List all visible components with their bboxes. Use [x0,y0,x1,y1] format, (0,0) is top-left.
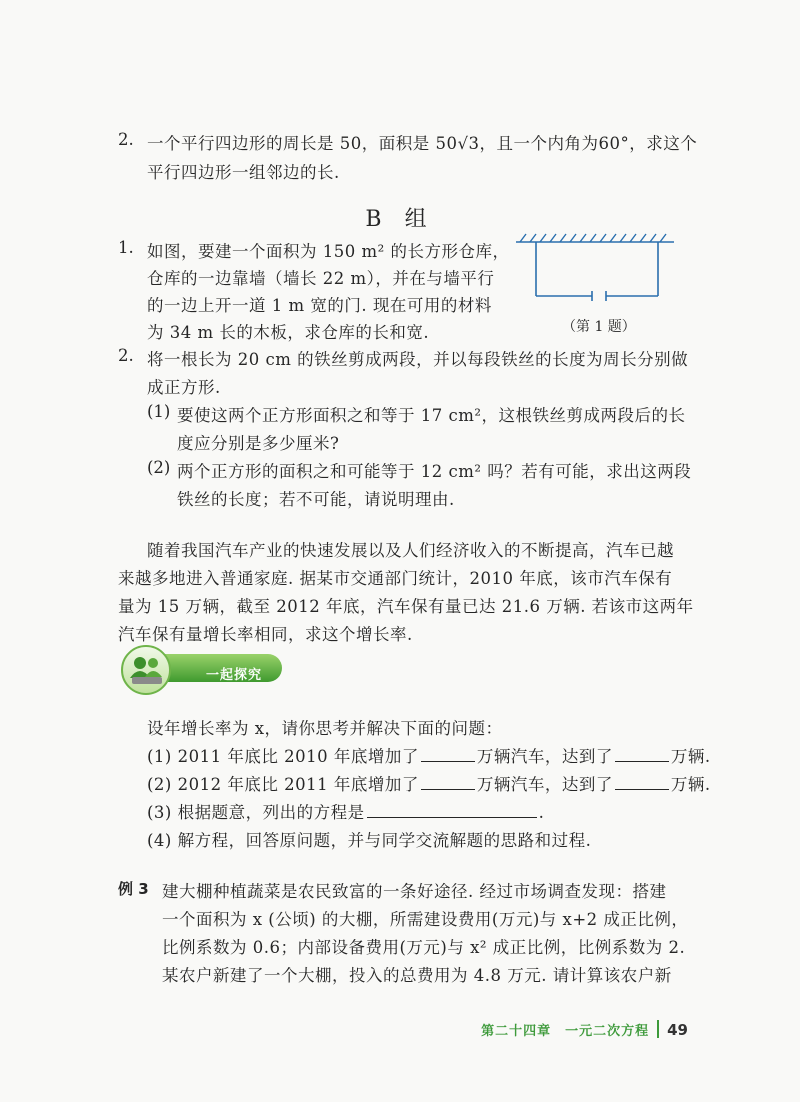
question-text: . [538,803,545,822]
example-text-line: 某农户新建了一个大棚，投入的总费用为 4.8 万元. 请计算该农户新 [162,966,672,985]
example-label: 例 3 [118,880,149,898]
problem-text-line: 平行四边形一组邻边的长. [147,163,340,182]
question-text: 万辆. [670,775,711,794]
paragraph-line: 随着我国汽车产业的快速发展以及人们经济收入的不断提高，汽车已越 [147,541,674,560]
problem-text-line: 仓库的一边靠墙（墙长 22 m），并在与墙平行 [147,269,495,288]
problem-text-line: 度应分别是多少厘米? [177,434,340,453]
answer-blank[interactable] [421,788,475,790]
question-text: (2) 2012 年底比 2011 年底增加了 [147,775,419,794]
example-text-line: 建大棚种植蔬菜是农民致富的一条好途径. 经过市场调查发现：搭建 [162,882,667,901]
explore-lead: 设年增长率为 x，请你思考并解决下面的问题： [147,719,503,738]
explore-question-2 [147,771,711,795]
explore-badge [118,644,288,696]
explore-badge-label: 一起探究 [206,668,263,683]
problem-number: 1. [118,238,134,257]
problem-text-line: 要使这两个正方形面积之和等于 17 cm²，这根铁丝剪成两段后的长 [177,406,686,425]
problem-text-line: 为 34 m 长的木板，求仓库的长和宽. [147,323,430,342]
example-text-line: 比例系数为 0.6；内部设备费用(万元)与 x² 成正比例，比例系数为 2. [162,938,686,957]
page-number: 49 [667,1021,688,1039]
question-text: (3) 根据题意，列出的方程是 [147,803,365,822]
explore-question-1 [147,743,711,767]
answer-blank[interactable] [615,788,669,790]
problem-text-line: 铁丝的长度；若不可能，请说明理由. [177,490,455,509]
problem-text-line: 两个正方形的面积之和可能等于 12 cm² 吗？若有可能，求出这两段 [177,462,692,481]
answer-blank[interactable] [367,816,537,818]
problem-text-line: 的一边上开一道 1 m 宽的门. 现在可用的材料 [147,296,492,315]
question-text: 万辆. [670,747,711,766]
paragraph-line: 来越多地进入普通家庭. 据某市交通部门统计，2010 年底，该市汽车保有 [118,569,673,588]
answer-blank[interactable] [615,760,669,762]
warehouse-outline [536,242,658,301]
warehouse-figure [514,230,680,310]
footer-divider [657,1020,659,1038]
problem-number: 2. [118,130,134,149]
paragraph-line: 汽车保有量增长率相同，求这个增长率. [118,625,413,644]
problem-text-line: 如图，要建一个面积为 150 m² 的长方形仓库， [147,242,510,261]
chapter-title: 第二十四章 一元二次方程 [481,1024,650,1039]
answer-blank[interactable] [421,760,475,762]
explore-question-3 [147,799,544,823]
problem-text-line: 一个平行四边形的周长是 50，面积是 50√3，且一个内角为60°，求这个 [147,134,698,153]
problem-text-line: 成正方形. [147,378,221,397]
figure-caption: （第 1 题） [562,319,636,335]
problem-text-line: 将一根长为 20 cm 的铁丝剪成两段，并以每段铁丝的长度为周长分别做 [147,350,689,369]
question-text: 万辆汽车，达到了 [476,747,613,766]
subproblem-label: (2) [147,458,171,477]
explore-question-4: (4) 解方程，回答原问题，并与同学交流解题的思路和过程. [147,831,592,850]
section-title: B 组 [365,207,435,232]
paragraph-line: 量为 15 万辆，截至 2012 年底，汽车保有量已达 21.6 万辆. 若该市这两年 [118,597,694,616]
problem-number: 2. [118,346,134,365]
subproblem-label: (1) [147,402,171,421]
wall-hatching [516,234,674,242]
example-text-line: 一个面积为 x (公顷) 的大棚，所需建设费用(万元)与 x+2 成正比例， [162,910,689,929]
page-footer [481,1020,688,1039]
question-text: 万辆汽车，达到了 [476,775,613,794]
question-text: (1) 2011 年底比 2010 年底增加了 [147,747,419,766]
